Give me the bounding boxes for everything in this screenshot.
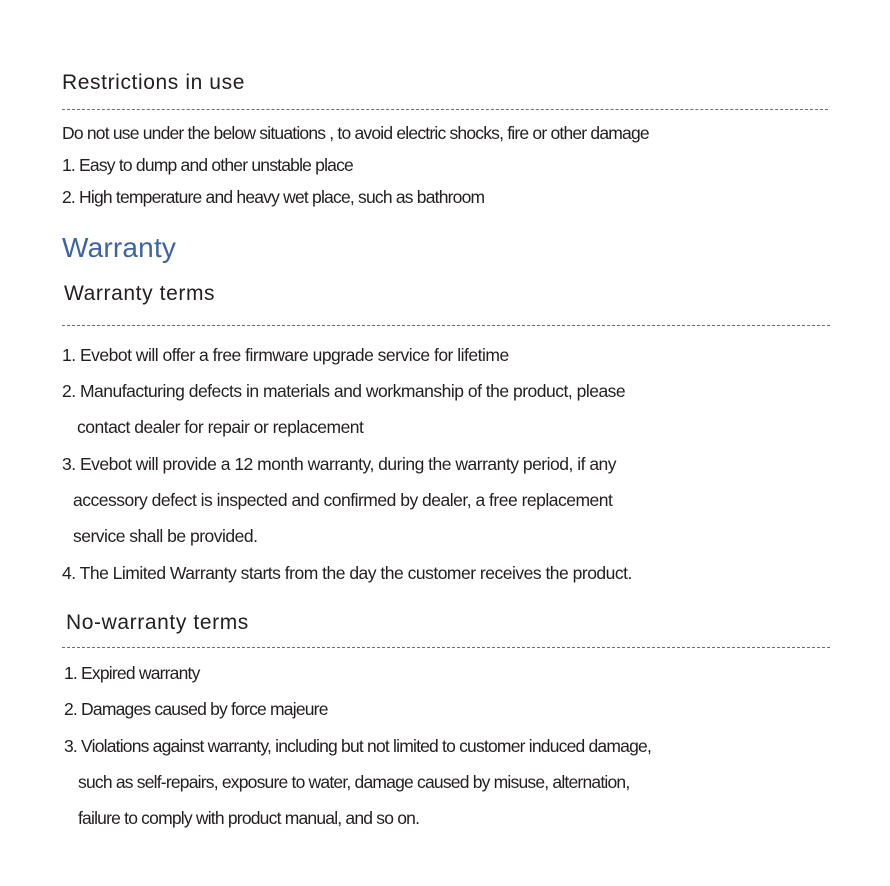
no-warranty-terms-line: failure to comply with product manual, and so on. bbox=[78, 808, 420, 828]
no-warranty-terms-line: 3. Violations against warranty, including but not limited to customer induced damage, bbox=[64, 736, 652, 756]
no-warranty-terms-line: such as self-repairs, exposure to water, damage caused by misuse, alternation, bbox=[78, 772, 630, 792]
warranty-terms-line: 1. Evebot will offer a free firmware upgrade service for lifetime bbox=[62, 345, 509, 365]
restrictions-intro: Do not use under the below situations , to avoid electric shocks, fire or other damage bbox=[62, 123, 649, 143]
restrictions-heading: Restrictions in use bbox=[62, 71, 245, 94]
warranty-terms-line: 3. Evebot will provide a 12 month warranty, during the warranty period, if any bbox=[62, 454, 617, 474]
warranty-terms-line: contact dealer for repair or replacement bbox=[77, 417, 364, 437]
restrictions-divider bbox=[62, 109, 828, 110]
warranty-terms-line: 4. The Limited Warranty starts from the day the customer receives the product. bbox=[62, 563, 632, 583]
no-warranty-terms-heading: No-warranty terms bbox=[66, 611, 249, 634]
no-warranty-terms-line: 2. Damages caused by force majeure bbox=[64, 699, 328, 719]
warranty-terms-line: 2. Manufacturing defects in materials and workmanship of the product, please bbox=[62, 381, 626, 401]
warranty-terms-heading: Warranty terms bbox=[64, 282, 216, 305]
no-warranty-terms-line: 1. Expired warranty bbox=[64, 663, 200, 683]
warranty-terms-line: accessory defect is inspected and confirmed by dealer, a free replacement bbox=[73, 490, 613, 510]
warranty-terms-divider bbox=[62, 325, 830, 326]
warranty-heading: Warranty bbox=[62, 232, 177, 263]
warranty-terms-line: service shall be provided. bbox=[73, 526, 258, 546]
no-warranty-terms-divider bbox=[62, 647, 830, 648]
restrictions-item: 1. Easy to dump and other unstable place bbox=[62, 155, 353, 175]
restrictions-item: 2. High temperature and heavy wet place, such as bathroom bbox=[62, 187, 485, 207]
